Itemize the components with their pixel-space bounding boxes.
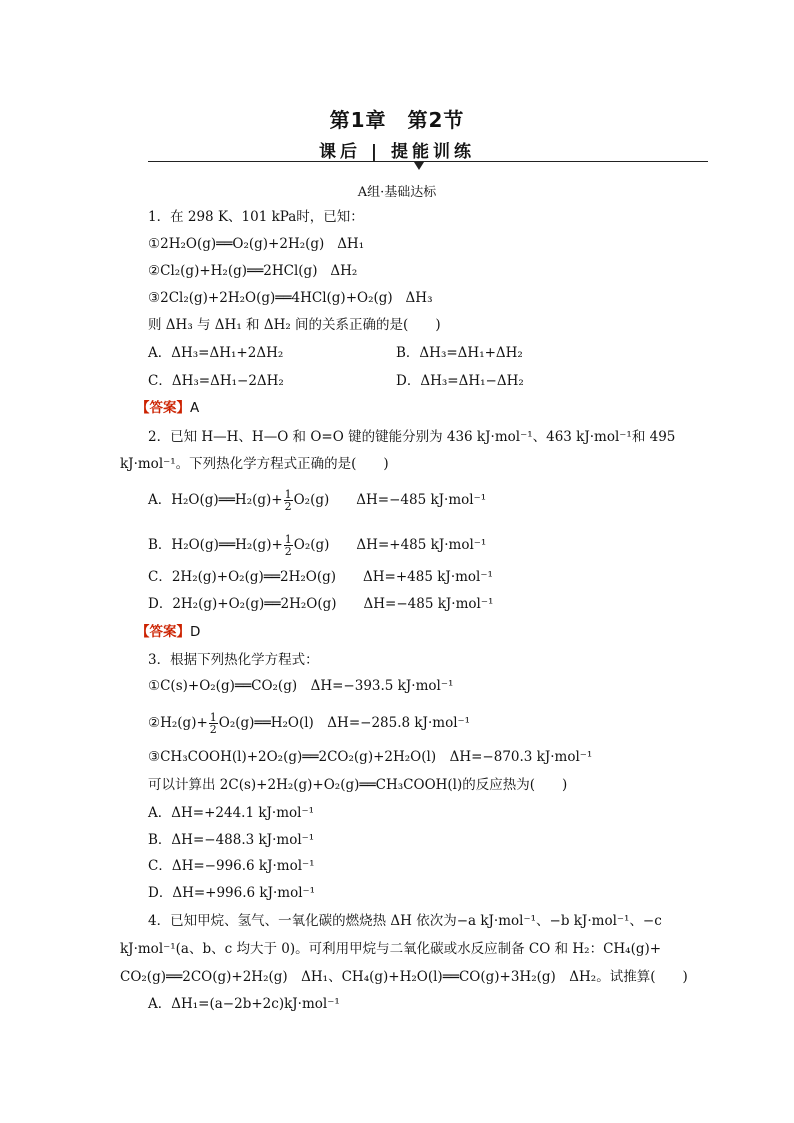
fraction-numerator: 1 (209, 711, 217, 724)
q2-option-a (148, 489, 486, 512)
q2-option-b-fraction (284, 534, 293, 557)
q2-option-c: C．2H₂(g)+O₂(g)══2H₂O(g) ΔH=+485 kJ·mol⁻¹ (148, 569, 493, 585)
q1-answer-tag: 【答案】 (136, 400, 190, 416)
q2-stem-line-2: kJ·mol⁻¹。下列热化学方程式正确的是( ) (120, 456, 389, 472)
q1-option-c: C．ΔH₃=ΔH₁−2ΔH₂ (148, 373, 284, 389)
q1-eq1-reaction: 2H₂O(g)══O₂(g)+2H₂(g) (160, 236, 325, 252)
q1-eq2-dh: ΔH₂ (330, 263, 358, 279)
fraction-denominator: 2 (209, 723, 217, 736)
q4-stem-line-3: CO₂(g)══2CO(g)+2H₂(g) ΔH₁、CH₄(g)+H₂O(l)══CO(g)+3H₂(g) ΔH₂。试推算( ) (120, 969, 688, 985)
q2-option-a-right: O₂(g) ΔH=−485 kJ·mol⁻¹ (293, 492, 487, 508)
q2-option-a-fraction (284, 489, 293, 512)
fraction-denominator: 2 (284, 500, 292, 513)
q3-equation-2 (148, 712, 470, 735)
q1-eq1-dh: ΔH₁ (337, 236, 365, 252)
page-subtitle: 课后 | 提能训练 (318, 142, 476, 162)
q3-equation-3: ③CH₃COOH(l)+2O₂(g)══2CO₂(g)+2H₂O(l) ΔH=−870.3 kJ·mol⁻¹ (148, 749, 593, 765)
q4-option-a: A．ΔH₁=(a−2b+2c)kJ·mol⁻¹ (148, 996, 340, 1012)
q2-option-d: D．2H₂(g)+O₂(g)══2H₂O(g) ΔH=−485 kJ·mol⁻¹ (148, 596, 494, 612)
fraction-denominator: 2 (284, 545, 292, 558)
title-divider (148, 161, 708, 162)
q2-answer-tag: 【答案】 (136, 624, 190, 640)
q1-equation-1 (148, 235, 364, 253)
q3-option-a: A．ΔH=+244.1 kJ·mol⁻¹ (148, 805, 315, 821)
q1-eq3-number: ③ (148, 290, 161, 306)
q1-eq3-reaction: 2Cl₂(g)+2H₂O(g)══4HCl(g)+O₂(g) (160, 290, 393, 306)
fraction-numerator: 1 (284, 533, 292, 546)
q1-option-d: D．ΔH₃=ΔH₁−ΔH₂ (396, 373, 524, 389)
q1-equation-2 (148, 262, 357, 280)
q1-equation-3 (148, 289, 432, 307)
q3-eq2-fraction (209, 712, 218, 735)
q3-option-b: B．ΔH=−488.3 kJ·mol⁻¹ (148, 832, 315, 848)
q3-eq2-left: ②H₂(g)+ (148, 715, 208, 731)
q2-answer (136, 623, 200, 641)
page-title: 第1章 第2节 (329, 108, 465, 132)
q3-option-c: C．ΔH=−996.6 kJ·mol⁻¹ (148, 858, 315, 874)
q2-option-b-right: O₂(g) ΔH=+485 kJ·mol⁻¹ (293, 537, 487, 553)
q2-option-b (148, 534, 486, 557)
q1-stem: 1．在 298 K、101 kPa时，已知： (148, 209, 364, 225)
q3-option-d: D．ΔH=+996.6 kJ·mol⁻¹ (148, 885, 316, 901)
q3-eq2-right: O₂(g)══H₂O(l) ΔH=−285.8 kJ·mol⁻¹ (218, 715, 471, 731)
q2-answer-value: D (190, 624, 201, 640)
q2-option-a-left: A．H₂O(g)══H₂(g)+ (148, 492, 283, 508)
triangle-marker-icon (414, 162, 424, 170)
q4-stem-line-2: kJ·mol⁻¹(a、b、c 均大于 0)。可利用甲烷与二氧化碳或水反应制备 CO 和 H₂：CH₄(g)+ (120, 941, 662, 957)
q1-eq3-dh: ΔH₃ (405, 290, 433, 306)
q2-stem-line-1: 2．已知 H—H、H—O 和 O=O 键的键能分别为 436 kJ·mol⁻¹、463 kJ·mol⁻¹和 495 (148, 429, 676, 445)
group-label: A组·基础达标 (357, 185, 437, 200)
q3-equation-1: ①C(s)+O₂(g)══CO₂(g) ΔH=−393.5 kJ·mol⁻¹ (148, 678, 454, 694)
fraction-numerator: 1 (284, 488, 292, 501)
q1-option-a: A．ΔH₃=ΔH₁+2ΔH₂ (148, 345, 284, 361)
q1-question: 则 ΔH₃ 与 ΔH₁ 和 ΔH₂ 间的关系正确的是( ) (148, 317, 441, 333)
q3-question: 可以计算出 2C(s)+2H₂(g)+O₂(g)══CH₃COOH(l)的反应热为( ) (148, 777, 568, 793)
q1-answer (136, 399, 199, 417)
q3-stem: 3．根据下列热化学方程式： (148, 652, 319, 668)
q2-option-b-left: B．H₂O(g)══H₂(g)+ (148, 537, 283, 553)
q1-answer-value: A (190, 400, 200, 416)
q1-eq1-number: ① (148, 236, 161, 252)
q1-eq2-number: ② (148, 263, 161, 279)
q1-option-b: B．ΔH₃=ΔH₁+ΔH₂ (396, 345, 523, 361)
q1-eq2-reaction: Cl₂(g)+H₂(g)══2HCl(g) (160, 263, 318, 279)
q4-stem-line-1: 4．已知甲烷、氢气、一氧化碳的燃烧热 ΔH 依次为−a kJ·mol⁻¹、−b kJ·mol⁻¹、−c (148, 913, 662, 929)
